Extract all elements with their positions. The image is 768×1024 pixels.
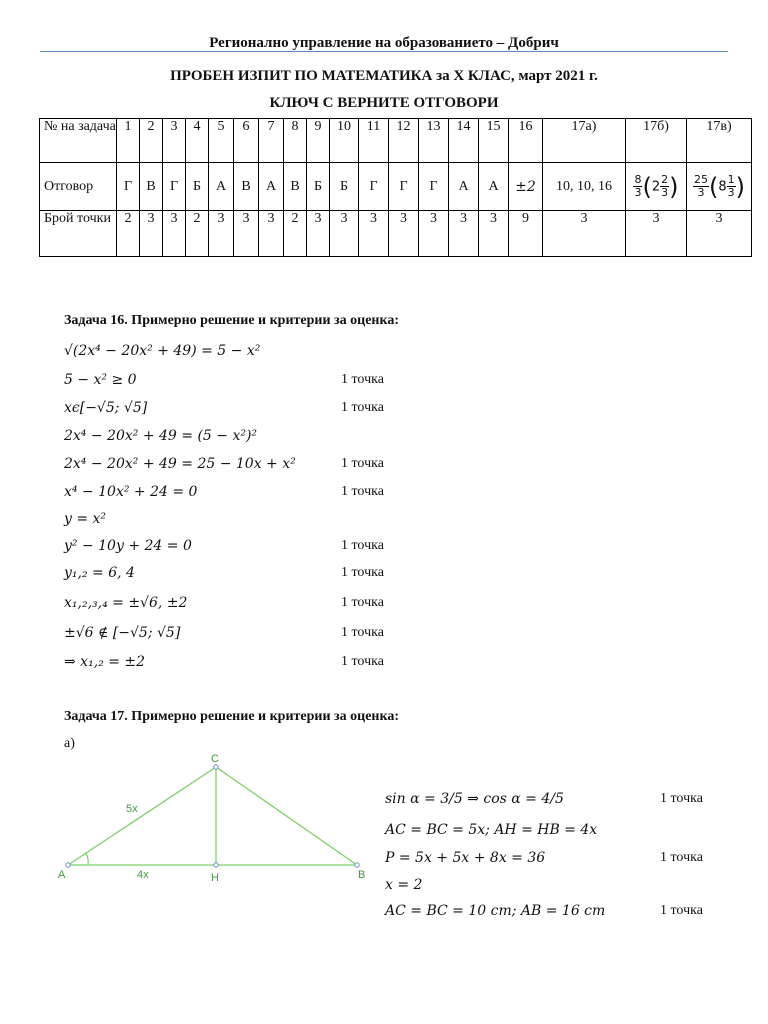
- table-cell: Г: [117, 163, 140, 211]
- label-c: C: [211, 753, 219, 765]
- task16-points-8: 1 точка: [341, 538, 384, 553]
- task17-part-a: а): [64, 736, 75, 751]
- row-label-answer: Отговор: [40, 163, 117, 211]
- header-rule: [40, 51, 728, 52]
- table-cell: А: [259, 163, 284, 211]
- table-cell: 2: [140, 119, 163, 163]
- answer-17b: $\frac{8}{3}$ (2 $\frac{2}{3}$ ): [626, 163, 687, 211]
- table-cell: 14: [449, 119, 479, 163]
- label-base-4x: 4x: [137, 869, 149, 881]
- task17-line-4: x = 2: [385, 877, 423, 893]
- answer-key-title: КЛЮЧ С ВЕРНИТЕ ОТГОВОРИ: [269, 95, 499, 111]
- table-cell: 1: [117, 119, 140, 163]
- table-cell: 11: [359, 119, 389, 163]
- table-cell: Г: [419, 163, 449, 211]
- table-cell: 3: [687, 211, 752, 257]
- task16-line-4: 2x⁴ − 20x² + 49 = (5 − x²)²: [64, 428, 258, 444]
- table-row-answers: [40, 163, 752, 211]
- task16-line-1: √(2x⁴ − 20x² + 49) = 5 − x²: [64, 343, 261, 359]
- task17-heading: Задача 17. Примерно решение и критерии за оценка:: [64, 709, 400, 724]
- table-cell: А: [209, 163, 234, 211]
- table-cell: Г: [359, 163, 389, 211]
- table-cell: В: [140, 163, 163, 211]
- answer-17c: $\frac{25}{3}$ (8 $\frac{1}{3}$ ): [687, 163, 752, 211]
- table-cell: 3: [209, 211, 234, 257]
- table-cell: 5: [209, 119, 234, 163]
- table-cell: 15: [479, 119, 509, 163]
- table-cell: Г: [389, 163, 419, 211]
- table-cell: 3: [389, 211, 419, 257]
- table-cell: ±2: [509, 163, 543, 211]
- task16-line-6: x⁴ − 10x² + 24 = 0: [64, 484, 198, 500]
- side-bc: [216, 767, 357, 865]
- table-cell: А: [479, 163, 509, 211]
- table-cell: 3: [479, 211, 509, 257]
- table-cell: 17б): [626, 119, 687, 163]
- task16-line-10: x₁,₂,₃,₄ = ±√6, ±2: [64, 595, 188, 611]
- table-cell: 3: [140, 211, 163, 257]
- task17-line-3: P = 5x + 5x + 8x = 36: [385, 850, 546, 866]
- table-cell: 3: [359, 211, 389, 257]
- table-cell: 3: [259, 211, 284, 257]
- answer-key-table: [39, 118, 752, 257]
- header-institution: Регионално управление на образованието – Добрич: [209, 35, 559, 51]
- table-cell: 17а): [543, 119, 626, 163]
- table-cell: 8: [284, 119, 307, 163]
- vertex-h: [214, 863, 218, 867]
- task17-points-3: 1 точка: [660, 850, 703, 865]
- table-cell: Б: [330, 163, 359, 211]
- task16-line-7: y = x²: [64, 511, 107, 527]
- table-cell: 3: [163, 119, 186, 163]
- table-row-points: [40, 211, 752, 257]
- table-cell: 10, 10, 16: [543, 163, 626, 211]
- table-cell: 6: [234, 119, 259, 163]
- task16-line-9: y₁,₂ = 6, 4: [64, 565, 135, 581]
- table-cell: В: [284, 163, 307, 211]
- task16-heading: Задача 16. Примерно решение и критерии за оценка:: [64, 313, 400, 328]
- task16-line-8: y² − 10y + 24 = 0: [64, 538, 192, 554]
- side-ac: [68, 767, 216, 865]
- task16-line-12: ⇒ x₁,₂ = ±2: [64, 654, 146, 670]
- table-cell: 3: [330, 211, 359, 257]
- table-cell: Г: [163, 163, 186, 211]
- table-cell: 17в): [687, 119, 752, 163]
- label-b: B: [358, 869, 366, 881]
- table-cell: 3: [626, 211, 687, 257]
- table-cell: 3: [234, 211, 259, 257]
- task16-line-2: 5 − x² ≥ 0: [64, 372, 137, 388]
- task16-line-11: ±√6 ∉ [−√5; √5]: [64, 625, 181, 641]
- triangle-figure: [52, 748, 372, 888]
- table-cell: 3: [543, 211, 626, 257]
- task16-points-11: 1 точка: [341, 625, 384, 640]
- table-cell: 9: [307, 119, 330, 163]
- table-cell: 3: [307, 211, 330, 257]
- task16-points-5: 1 точка: [341, 456, 384, 471]
- angle-alpha-arc: [86, 853, 88, 865]
- table-cell: Б: [186, 163, 209, 211]
- table-cell: 9: [509, 211, 543, 257]
- table-cell: 2: [186, 211, 209, 257]
- task17-line-2: AC = BC = 5x; AH = HB = 4x: [385, 822, 598, 838]
- task16-points-10: 1 точка: [341, 595, 384, 610]
- table-cell: 16: [509, 119, 543, 163]
- table-row-numbers: [40, 119, 752, 163]
- label-a: A: [58, 869, 66, 881]
- row-label-number: № на задача: [40, 119, 117, 163]
- table-cell: 7: [259, 119, 284, 163]
- row-label-points: Брой точки: [40, 211, 117, 257]
- table-cell: 3: [419, 211, 449, 257]
- task16-points-12: 1 точка: [341, 654, 384, 669]
- task17-line-1: sin α = 3/5 ⇒ cos α = 4/5: [385, 791, 564, 807]
- table-cell: 3: [449, 211, 479, 257]
- task16-points-3: 1 точка: [341, 400, 384, 415]
- task16-points-9: 1 точка: [341, 565, 384, 580]
- table-cell: В: [234, 163, 259, 211]
- task16-points-2: 1 точка: [341, 372, 384, 387]
- task17-points-1: 1 точка: [660, 791, 703, 806]
- vertex-a: [66, 863, 70, 867]
- task16-line-3: xϵ[−√5; √5]: [64, 400, 148, 416]
- table-cell: 4: [186, 119, 209, 163]
- table-cell: 3: [163, 211, 186, 257]
- table-cell: 10: [330, 119, 359, 163]
- vertex-b: [355, 863, 359, 867]
- table-cell: 2: [117, 211, 140, 257]
- task16-line-5: 2x⁴ − 20x² + 49 = 25 − 10x + x²: [64, 456, 296, 472]
- table-cell: 13: [419, 119, 449, 163]
- table-cell: Б: [307, 163, 330, 211]
- table-cell: А: [449, 163, 479, 211]
- task17-line-5: AC = BC = 10 cm; AB = 16 cm: [385, 903, 606, 919]
- label-h: H: [211, 872, 219, 884]
- vertex-c: [214, 765, 218, 769]
- table-cell: 12: [389, 119, 419, 163]
- label-side-5x: 5x: [126, 803, 138, 815]
- task16-points-6: 1 точка: [341, 484, 384, 499]
- task17-points-5: 1 точка: [660, 903, 703, 918]
- table-cell: 2: [284, 211, 307, 257]
- exam-title: ПРОБЕН ИЗПИТ ПО МАТЕМАТИКА за X КЛАС, март 2021 г.: [170, 68, 598, 84]
